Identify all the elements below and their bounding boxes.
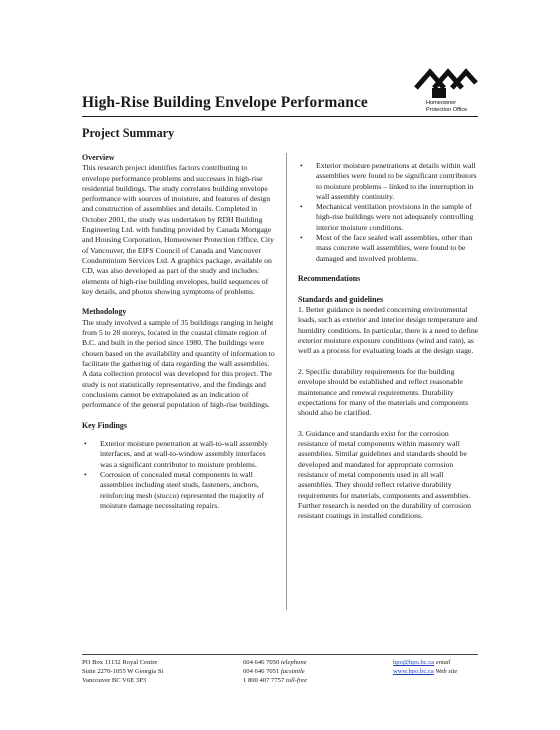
finding-text: Exterior moisture penetration at wall-to-wall assembly interfaces, and at wall-to-window assembly interfaces was a significant contributor to moisture problems.	[100, 439, 269, 469]
website-link[interactable]: www.hpo.bc.ca	[393, 667, 434, 675]
recommendations-heading: Recommendations	[298, 274, 361, 284]
finding-text: Mechanical ventilation provisions in the sample of high-rise buildings were not adequately controlling interior moisture conditions.	[316, 202, 474, 232]
hpo-logo	[412, 66, 478, 122]
bullet-icon: •	[300, 202, 303, 212]
column-divider	[286, 153, 287, 610]
methodology-heading: Methodology	[82, 307, 127, 317]
house-outline-icon	[412, 66, 478, 100]
list-item	[82, 470, 275, 511]
address-line: PO Box 11132 Royal Centre	[82, 659, 158, 666]
logo-line-2: Protection Office	[426, 107, 468, 113]
logo-wordmark	[426, 100, 486, 114]
section-title: Project Summary	[82, 126, 175, 140]
recommendation-text: 3. Guidance and standards exist for the corrosion resistance of metal components within masonry wall assemblies. Similar guidelines and standards should be developed and mandated for appropriate corrosion resistance of metal components used in all wall assemblies. They should reflect relative durability requirements for materials, components and assemblies. Further research is needed on the durability of corrosion resistant coatings in installed conditions.	[298, 428, 471, 521]
list-item	[298, 202, 480, 233]
bullet-icon: •	[84, 439, 87, 449]
recommendation-text: 2. Specific durability requirements for the building envelope should be established and reflect reasonable maintenance and renewal requirements. Durability expectations for many of the materials and components should also be clarified.	[298, 366, 469, 418]
list-item	[298, 233, 480, 264]
document-title: High-Rise Building Envelope Performance	[82, 94, 368, 111]
bullet-icon: •	[300, 161, 303, 170]
list-item	[298, 161, 480, 202]
tollfree-label: toll-free	[285, 676, 307, 684]
address-line: Suite 2270-1055 W Georgia St	[82, 667, 164, 675]
finding-text: Corrosion of concealed metal components in wall assemblies including steel studs, fasteners, anchors, reinforcing mesh (stucco) represented the majority of moisture damage necessitating repairs.	[100, 469, 264, 510]
logo-line-1: Homeowner	[426, 100, 457, 106]
finding-text: Most of the face sealed wall assemblies, other than mass concrete wall assemblies, were found to be damaged and involved problems.	[316, 233, 473, 263]
phone-label: telephone	[280, 659, 307, 666]
footer-phone-numbers	[243, 659, 383, 686]
list-item	[82, 439, 275, 470]
footer-contacts	[393, 659, 493, 677]
methodology-text: The study involved a sample of 35 buildings ranging in height from 5 to 28 storeys, located in the coastal climate region of B.C. and built in the period since 1980. The buildings were chosen based on the availability and quantity of information to facilitate the gathering of data regarding the wall assemblies. A data collection protocol was developed for this project. The study is not statistically representative, and the findings and conclusions cannot be extrapolated as an indication of performance of the general population of high-rise buildings.	[82, 317, 275, 410]
address-line: Vancouver BC V6E 3P3	[82, 676, 147, 684]
finding-text: Exterior moisture penetrations at details within wall assemblies were found to be significant contributors to moisture problems – linked to the interruption in wall assembly continuity.	[316, 161, 477, 201]
key-findings-list-continued	[298, 161, 480, 264]
footer-divider	[82, 654, 478, 655]
bullet-icon: •	[300, 233, 303, 243]
email-link[interactable]: hpo@hpo.bc.ca	[393, 659, 435, 666]
key-findings-list	[82, 439, 275, 511]
email-label: email	[435, 659, 451, 666]
overview-heading: Overview	[82, 153, 115, 162]
recommendation-text: 1. Better guidance is needed concerning environmental loads, such as exterior and interior design temperature and humidity conditions. In particular, there is a need to define exterior moisture exposure conditions (wind and rain), as well as a process for evaluating loads at the design stage.	[298, 305, 479, 356]
fax-number: 604 646 7051	[243, 667, 280, 675]
bullet-icon: •	[84, 469, 87, 479]
tollfree-number: 1 800 407 7757	[243, 676, 285, 684]
footer-address	[82, 659, 232, 686]
website-label: Web site	[435, 667, 458, 675]
right-column	[298, 153, 480, 521]
title-divider	[82, 116, 478, 117]
fax-label: facsimile	[280, 667, 305, 675]
key-findings-heading: Key Findings	[82, 420, 127, 430]
left-column	[82, 153, 275, 511]
standards-heading: Standards and guidelines	[298, 294, 384, 304]
overview-text: This research project identifies factors contributing to envelope performance problems and successes in high-rise residential buildings. The study correlates building envelope performance with sources of moisture, and features of design and construction of assemblies and details. Completed in October 2001, the study was undertaken by RDH Building Engineering Ltd. with funding provided by Canada Mortgage and Housing Corporation, Homeowner Protection Office, City of Vancouver, the EIFS Council of Canada and Vancouver Condominium Services Ltd. A graphics package, available on CD, was also developed as part of the study and includes: elements of high-rise building envelopes, build sequences of key details, and photos showing symptoms of problems.	[82, 163, 275, 296]
phone-number: 604 646 7050	[243, 659, 280, 666]
